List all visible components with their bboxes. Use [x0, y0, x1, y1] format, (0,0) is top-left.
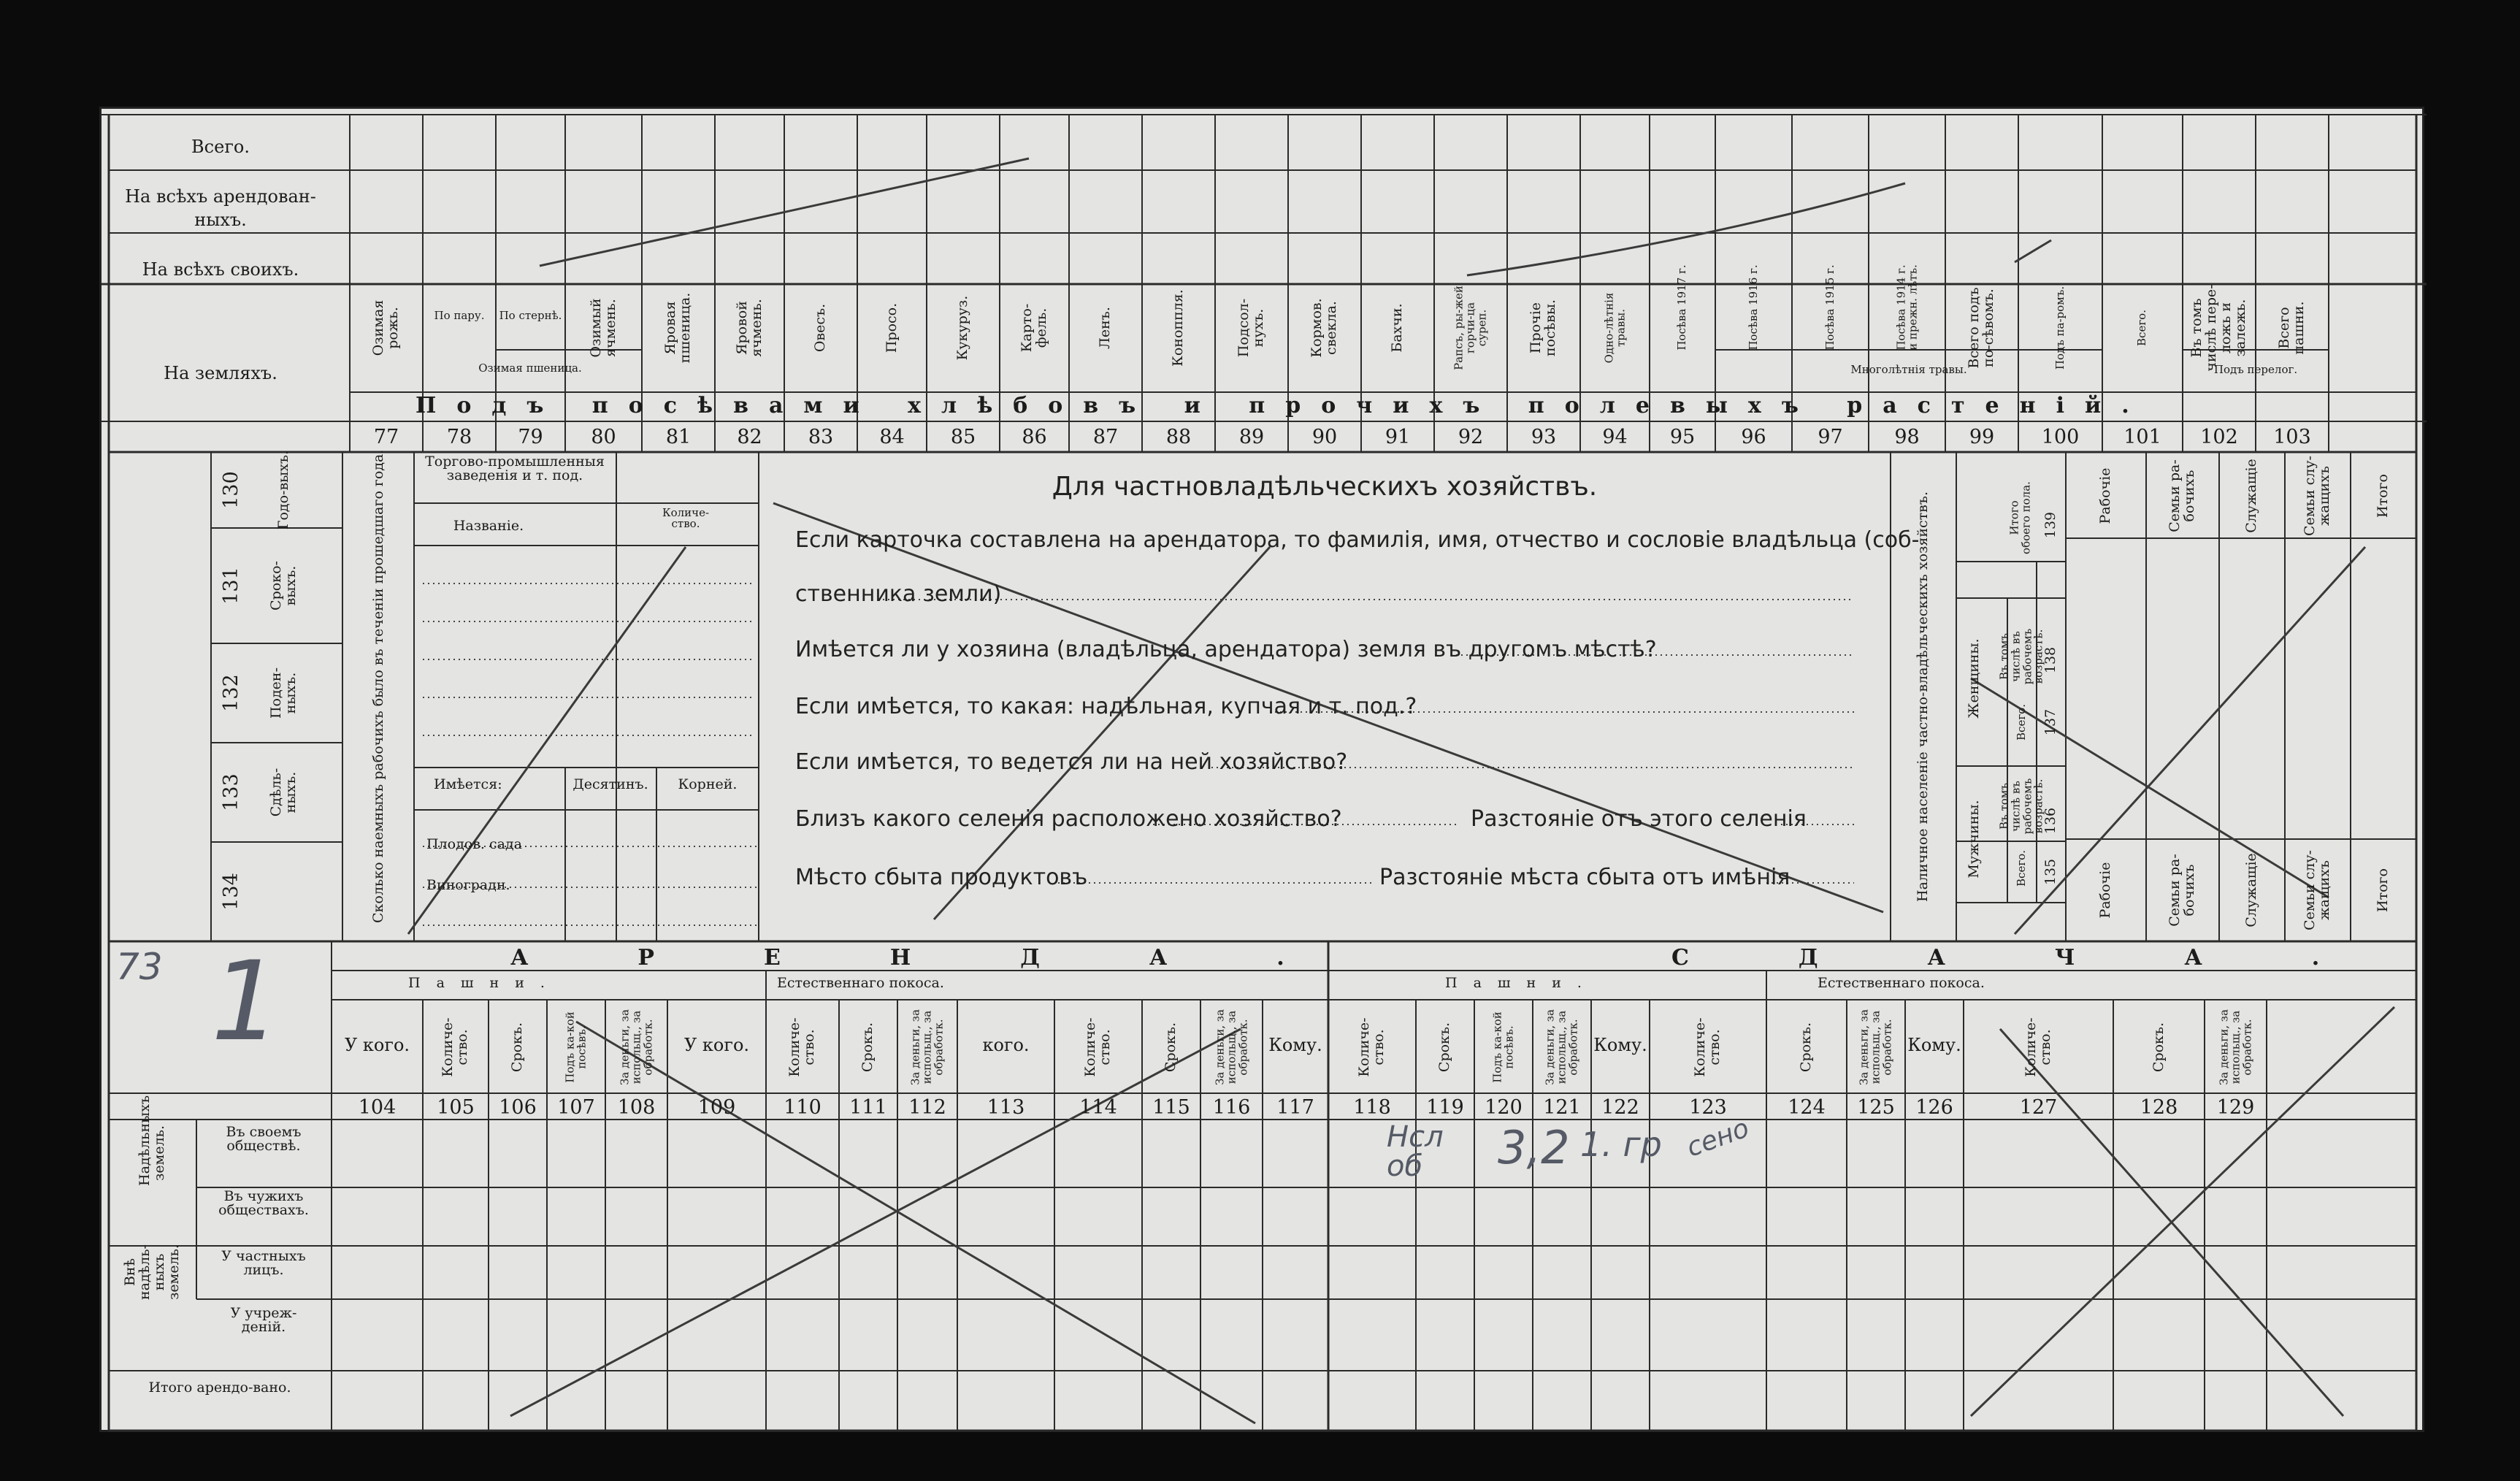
hired-col-num-130: 130 [219, 471, 242, 509]
sdacha-pokos: Естественнаго покоса. [1818, 975, 1985, 991]
top-col-head-10: Карто-фель. [1018, 303, 1049, 353]
vineyard-label: Виноградн. [426, 877, 510, 893]
row-private-persons: У частныхъ лицъ. [221, 1248, 306, 1278]
top-col-head-18: Одно-лѣтнія травы. [1601, 292, 1627, 364]
top-col-head-mnogoletn: Многолѣтнія травы. [1850, 363, 1967, 376]
question-6a: Мѣсто сбыта продуктовъ [795, 865, 1088, 890]
bot-col-num-106: 106 [499, 1096, 537, 1119]
right-col-foot-2: Служащіе [2243, 853, 2260, 927]
top-col-num-87: 87 [1092, 426, 1119, 448]
handwritten-srok: 1. гр [1580, 1125, 1662, 1164]
top-col-num-81: 81 [665, 426, 692, 448]
top-col-head-17: Прочіе посѣвы. [1528, 299, 1558, 357]
bot-col-head-15: Срокъ. [1436, 1022, 1453, 1073]
top-col-head-8: Просо. [883, 302, 900, 353]
right-col-foot-4: Итого [2375, 868, 2391, 912]
bot-col-num-115: 115 [1152, 1096, 1190, 1119]
hired-col-num-131: 131 [219, 567, 242, 605]
right-col-foot-0: Рабочіе [2097, 862, 2114, 919]
top-col-head-29: Всего пашни. [2276, 301, 2307, 355]
top-col-num-91: 91 [1385, 426, 1411, 448]
right-col-foot-1: Семьи ра-бочихъ [2167, 854, 2197, 927]
hired-col-label-131: Сроко-выхъ. [268, 561, 299, 611]
top-col-num-92: 92 [1458, 426, 1484, 448]
bot-col-head-13: Кому. [1268, 1035, 1322, 1055]
arenda-banner: АРЕНДА. [510, 945, 1394, 971]
bot-col-num-107: 107 [557, 1096, 595, 1119]
top-col-num-100: 100 [2041, 426, 2080, 448]
pop-col-num-135: 135 [2042, 858, 2059, 886]
bot-col-head-5: У кого. [683, 1035, 750, 1055]
question-2: Имѣется ли у хозяина (владѣльца, арендатора) земля въ другомъ мѣстѣ? [795, 637, 1657, 662]
hired-col-label-132: Поден-ныхъ. [268, 667, 299, 719]
bot-col-num-104: 104 [358, 1096, 397, 1119]
question-1a: Если карточка составлена на арендатора, то фамилія, имя, отчество и сословіе владѣльца (соб- [795, 527, 1920, 553]
top-col-head-26: Всего. [2135, 310, 2149, 346]
top-col-num-98: 98 [1894, 426, 1920, 448]
bot-col-head-1: Количе-ство. [440, 1017, 470, 1077]
bot-col-head-17: За деньги, за испольщ., за обработк. [1543, 1009, 1579, 1085]
bot-col-num-118: 118 [1353, 1096, 1391, 1119]
pop-col-num-136: 136 [2042, 807, 2059, 835]
bot-col-num-126: 126 [1915, 1096, 1953, 1119]
top-col-num-88: 88 [1165, 426, 1192, 448]
row-label-rented-1: На всѣхъ арендован- [125, 186, 316, 207]
right-col-foot-3: Семьи слу-жащихъ [2302, 850, 2332, 930]
top-col-head-7: Овесъ. [812, 303, 829, 353]
top-col-num-95: 95 [1669, 426, 1696, 448]
top-col-head-13: Подсол-нухъ. [1236, 298, 1266, 358]
top-col-num-77: 77 [373, 426, 399, 448]
women-label: Женщины. [1966, 638, 1983, 719]
row-label-own: На всѣхъ своихъ. [142, 259, 299, 280]
men-working-label: Въ томъ числѣ въ рабочемъ возрастѣ. [1997, 778, 2045, 835]
arenda-pokos: Естественнаго покоса. [777, 975, 944, 991]
handwritten-number-1: 1 [211, 938, 281, 1065]
arenda-pashni: Пашни. [408, 975, 561, 991]
row-total-rented: Итого арендо-вано. [148, 1379, 291, 1396]
top-col-head-0: Озимая рожь. [370, 299, 401, 356]
top-col-head-16: Рапсъ, ры-жей горчи-ца суреп. [1452, 286, 1488, 370]
top-col-num-86: 86 [1022, 426, 1047, 448]
bot-col-head-6: Количе-ство. [786, 1017, 817, 1077]
bot-col-head-4: За деньги, за испольщ., за обработк. [617, 1009, 654, 1085]
right-col-head-0: Рабочіе [2097, 467, 2114, 524]
top-col-num-78: 78 [446, 426, 472, 448]
row-own-society: Въ своемъ обществѣ. [226, 1124, 302, 1154]
top-col-num-97: 97 [1818, 426, 1843, 448]
bot-col-num-120: 120 [1485, 1096, 1523, 1119]
row-group-nonallotment: Внѣ надѣль-ныхъ земель. [122, 1244, 182, 1301]
handwritten-number-73: 73 [116, 946, 163, 988]
top-col-num-85: 85 [950, 426, 976, 448]
bot-col-num-119: 119 [1426, 1096, 1464, 1119]
pop-col-num-137: 137 [2042, 708, 2059, 736]
bot-col-num-129: 129 [2216, 1096, 2255, 1119]
bot-col-num-128: 128 [2140, 1096, 2178, 1119]
top-col-head-9: Кукуруз. [954, 295, 971, 361]
question-4: Если имѣется, то ведется ли на ней хозяйство? [795, 749, 1348, 775]
bot-col-head-25: За деньги, за испольщ., за обработк. [2216, 1009, 2253, 1085]
handwritten-komu: Нсл об [1387, 1120, 1444, 1183]
dessiat-header: Десятинъ. [572, 776, 648, 792]
bot-col-num-125: 125 [1857, 1096, 1895, 1119]
top-col-num-101: 101 [2123, 426, 2161, 448]
census-card [99, 107, 2429, 1432]
top-col-num-84: 84 [879, 426, 905, 448]
right-col-head-2: Служащіе [2243, 459, 2260, 533]
top-col-head-22: Посѣва 1914 г. и прежн. лѣтъ. [1893, 264, 1919, 351]
top-col-num-103: 103 [2273, 426, 2311, 448]
bot-col-head-21: За деньги, за испольщ., за обработк. [1857, 1009, 1893, 1085]
orchard-label: Плодов. сада [426, 836, 522, 852]
bot-col-num-110: 110 [784, 1096, 822, 1119]
bot-col-head-22: Кому. [1907, 1035, 1961, 1055]
bot-col-head-18: Кому. [1593, 1035, 1647, 1055]
row-institutions: У учреж-деній. [230, 1305, 297, 1335]
top-col-head-21: Посѣва 1915 г. [1823, 264, 1837, 351]
hired-col-num-133: 133 [219, 773, 242, 811]
row-label-rented-2: ныхъ. [194, 210, 247, 230]
bot-col-head-0: У кого. [344, 1035, 410, 1055]
top-col-head-1: По пару. [434, 309, 485, 322]
question-1b: ственника земли) [795, 581, 1002, 607]
bot-col-head-9: кого. [982, 1035, 1030, 1055]
banner-crops: Подъ посѣвами хлѣбовъ и прочихъ полевыхъ растеній. [415, 393, 2150, 418]
hired-col-label-133: Сдѣль-ныхъ. [268, 768, 299, 817]
bot-col-head-12: За деньги, за испольщ., за обработк. [1212, 1009, 1249, 1085]
korney-header: Корней. [678, 776, 738, 792]
bot-col-num-112: 112 [908, 1096, 946, 1119]
men-total-label: Всего. [2015, 850, 2029, 887]
top-col-head-6: Яровой ячмень. [733, 299, 765, 357]
top-col-head-15: Бахчи. [1389, 303, 1406, 353]
handwritten-qty: 3,2 [1498, 1121, 1570, 1174]
question-5b: Разстояніе отъ этого селенія [1471, 806, 1807, 832]
bot-col-head-20: Срокъ. [1798, 1022, 1815, 1073]
bot-col-num-116: 116 [1212, 1096, 1251, 1119]
trade-name-header: Названіе. [453, 518, 524, 534]
top-col-head-ozimaya: Озимая пшеница. [478, 361, 582, 375]
top-col-head-12: Коноппля. [1170, 289, 1187, 367]
bot-col-head-19: Количе-ство. [1692, 1017, 1723, 1077]
top-col-num-90: 90 [1311, 426, 1338, 448]
row-label-total: Всего. [191, 137, 250, 157]
top-col-head-25: Подъ па-ромъ. [2053, 286, 2067, 370]
top-col-num-93: 93 [1531, 426, 1557, 448]
right-col-head-1: Семьи ра-бочихъ [2167, 459, 2197, 532]
top-col-num-94: 94 [1602, 426, 1628, 448]
top-col-head-perelog: Подъ перелог. [2213, 363, 2298, 376]
top-col-head-4: Озимый ячмень. [587, 298, 618, 358]
women-total-label: Всего. [2015, 704, 2029, 740]
top-col-num-89: 89 [1238, 426, 1265, 448]
top-col-head-14: Кормов. свекла. [1309, 298, 1339, 358]
question-6b: Разстояніе мѣста сбыта отъ имѣнія [1379, 865, 1791, 890]
top-col-head-19: Посѣва 1917 г. [1675, 264, 1689, 351]
right-col-head-3: Семьи слу-жащихъ [2302, 456, 2332, 536]
population-label: Наличное населеніе частно-владѣльческихъ хозяйствъ. [1915, 491, 1931, 902]
trade-qty-header: Количе-ство. [662, 506, 710, 530]
top-col-num-83: 83 [808, 426, 834, 448]
hired-col-num-132: 132 [219, 674, 242, 712]
top-col-num-80: 80 [591, 426, 616, 448]
row-group-allotment: Надѣльныхъ земель. [137, 1095, 167, 1186]
has-label: Имѣется: [434, 776, 502, 792]
top-col-num-99: 99 [1969, 426, 1995, 448]
top-col-num-82: 82 [737, 426, 762, 448]
hired-workers-label: Сколько наемныхъ рабочихъ было въ теченіи прошедшаго года. [370, 449, 387, 923]
bot-col-num-117: 117 [1276, 1096, 1314, 1119]
private-title: Для частновладѣльческихъ хозяйствъ. [1052, 472, 1598, 502]
bot-col-num-114: 114 [1079, 1096, 1117, 1119]
handwritten-pod: сено [1682, 1113, 1753, 1163]
bot-col-num-111: 111 [849, 1096, 887, 1119]
hired-col-label-130: Годо-выхъ. [275, 450, 292, 530]
bot-col-head-24: Срокъ. [2150, 1022, 2167, 1073]
bot-col-num-122: 122 [1601, 1096, 1639, 1119]
bot-col-num-121: 121 [1543, 1096, 1581, 1119]
top-col-head-2: По стернѣ. [499, 309, 562, 322]
women-working-label: Въ томъ числѣ въ рабочемъ возрастѣ. [1997, 628, 2045, 685]
bot-col-head-3: Подъ ка-кой посѣвъ. [563, 1011, 588, 1083]
right-col-head-4: Итого [2375, 474, 2391, 518]
total-both-label: Итого обоего пола. [2007, 481, 2032, 554]
row-other-society: Въ чужихъ обществахъ. [218, 1188, 309, 1218]
sdacha-pashni: Пашни. [1445, 975, 1598, 991]
row-label-lands: На земляхъ. [164, 363, 277, 383]
top-col-num-96: 96 [1741, 426, 1766, 448]
bot-col-num-105: 105 [437, 1096, 475, 1119]
bot-col-head-16: Подъ ка-кой посѣвъ. [1490, 1011, 1515, 1083]
pop-col-num-139: 139 [2042, 511, 2059, 539]
bot-col-num-113: 113 [987, 1096, 1025, 1119]
sdacha-banner: СДАЧА. [1671, 945, 2429, 971]
top-col-num-79: 79 [518, 426, 543, 448]
top-col-head-20: Посѣва 1916 г. [1746, 264, 1760, 351]
question-3: Если имѣется, то какая: надѣльная, купчая и т. под.? [795, 694, 1417, 719]
bot-col-num-127: 127 [2019, 1096, 2058, 1119]
bot-col-head-2: Срокъ. [509, 1022, 526, 1073]
bot-col-head-14: Количе-ство. [1356, 1017, 1387, 1077]
bot-col-num-108: 108 [617, 1096, 656, 1119]
bot-col-head-7: Срокъ. [859, 1022, 876, 1073]
top-col-head-24: Всего подъ по-сѣвомъ. [1966, 287, 1996, 369]
bot-col-num-123: 123 [1689, 1096, 1727, 1119]
bot-col-head-10: Количе-ство. [1082, 1017, 1113, 1077]
top-col-head-5: Яровая пшеница. [662, 292, 693, 364]
bot-col-head-8: За деньги, за испольщ., за обработк. [908, 1009, 945, 1085]
bot-col-num-124: 124 [1788, 1096, 1826, 1119]
men-label: Мужчины. [1966, 800, 1983, 879]
hired-col-num-134: 134 [219, 873, 242, 911]
bot-col-head-11: Срокъ. [1163, 1022, 1179, 1073]
trade-title: Торгово-промышленныя заведенія и т. под. [425, 454, 605, 483]
bot-col-head-23: Количе-ство. [2022, 1017, 2053, 1077]
top-col-num-102: 102 [2200, 426, 2238, 448]
top-col-head-11: Ленъ. [1097, 307, 1114, 349]
top-col-head-27: Въ томъ числѣ пере-ложь и залежь. [2188, 284, 2248, 372]
question-5a: Близъ какого селенія расположено хозяйство? [795, 806, 1342, 832]
bot-col-num-109: 109 [697, 1096, 736, 1119]
pop-col-num-138: 138 [2042, 646, 2059, 674]
